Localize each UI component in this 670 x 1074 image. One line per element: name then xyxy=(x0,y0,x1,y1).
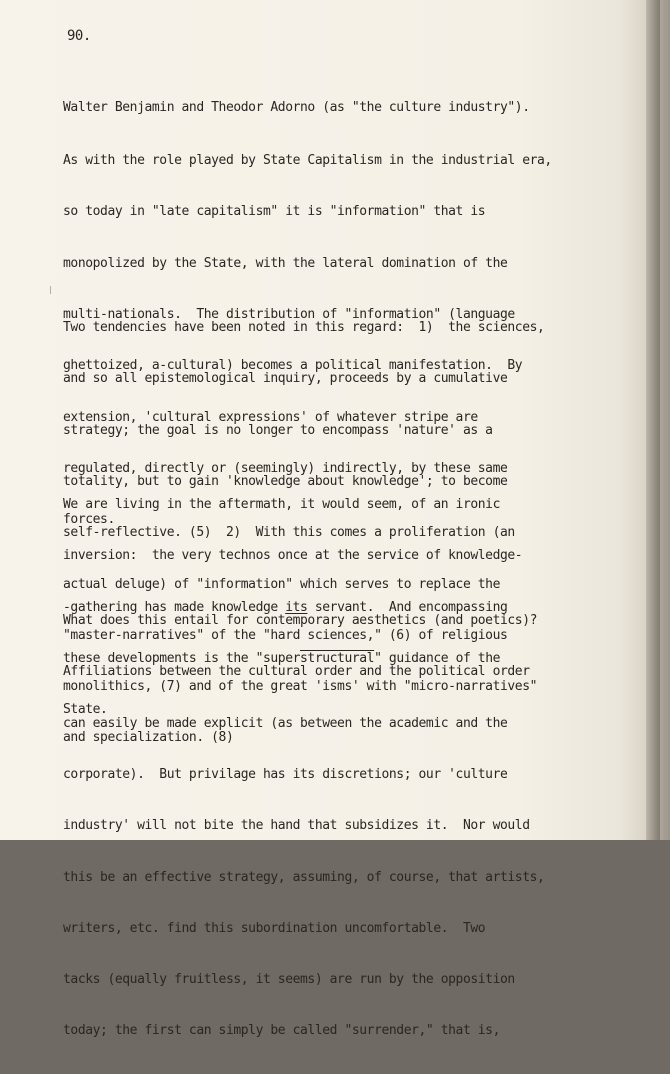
text-line: writers, etc. find this subordination uncomfortable. Two xyxy=(63,920,486,936)
text-segment: these developments is the "super xyxy=(63,651,301,667)
margin-mark xyxy=(50,286,51,294)
text-line: As with the role played by State Capitalism in the industrial era, xyxy=(63,153,552,169)
text-line: industry' will not bite the hand that subsidizes it. Nor would xyxy=(63,818,530,834)
text-line: inversion: the very technos once at the service of knowledge- xyxy=(63,548,523,564)
text-line: State. xyxy=(63,702,108,718)
text-line: Affiliations between the cultural order and the political order xyxy=(63,664,530,680)
text-line: Two tendencies have been noted in this regard: 1) the sciences, xyxy=(63,320,545,336)
text-line: forces. xyxy=(63,512,115,528)
text-line: this be an effective strategy, assuming, of course, that artists, xyxy=(63,869,545,885)
text-line: Walter Benjamin and Theodor Adorno (as "the culture industry"). xyxy=(63,100,530,116)
paragraph-5 xyxy=(63,578,643,1074)
overlined-word: structural xyxy=(300,651,375,667)
text-line: We are living in the aftermath, it would seem, of an ironic xyxy=(63,497,500,513)
text-line: self-reflective. (5) 2) With this comes a proliferation (an xyxy=(63,525,515,541)
text-line: monopolized by the State, with the lateral domination of the xyxy=(63,255,508,271)
text-line: tacks (equally fruitless, it seems) are run by the opposition xyxy=(63,972,515,988)
text-line: actual deluge) of "information" which serves to replace the xyxy=(63,576,500,592)
text-line: ghettoized, a-cultural) becomes a political manifestation. By xyxy=(63,358,523,374)
text-line: monolithics, (7) and of the great 'isms' with "micro-narratives" xyxy=(63,679,538,695)
text-line: and specialization. (8) xyxy=(63,730,234,746)
page-number: 90. xyxy=(67,28,91,44)
text-segment: " guidance of the xyxy=(374,651,501,667)
text-line: corporate). But privilage has its discretions; our 'culture xyxy=(63,767,508,783)
text-line: multi-nationals. The distribution of "information" (language xyxy=(63,307,515,323)
text-segment: -gathering has made knowledge xyxy=(63,599,286,615)
text-line: and so all epistemological inquiry, proceeds by a cumulative xyxy=(63,371,508,387)
text-line: totality, but to gain 'knowledge about knowledge'; to become xyxy=(63,474,508,490)
text-line: so today in "late capitalism" it is "information" that is xyxy=(63,204,486,220)
text-line: can easily be made explicit (as between the academic and the xyxy=(63,715,508,731)
text-segment: servant. And encompassing xyxy=(307,599,508,615)
text-line: "master-narratives" of the "hard sciences," (6) of religious xyxy=(63,627,508,643)
text-line: What does this entail for contemporary aesthetics (and poetics)? xyxy=(63,613,538,629)
text-line: regulated, directly or (seemingly) indirectly, by these same xyxy=(63,460,508,476)
facing-page-edge xyxy=(660,0,670,840)
text-line: today; the first can simply be called "surrender," that is, xyxy=(63,1023,500,1039)
text-line: extension, 'cultural expressions' of whatever stripe are xyxy=(63,409,478,425)
underlined-word: its xyxy=(285,599,308,615)
text-line: strategy; the goal is no longer to encompass 'nature' as a xyxy=(63,422,493,438)
